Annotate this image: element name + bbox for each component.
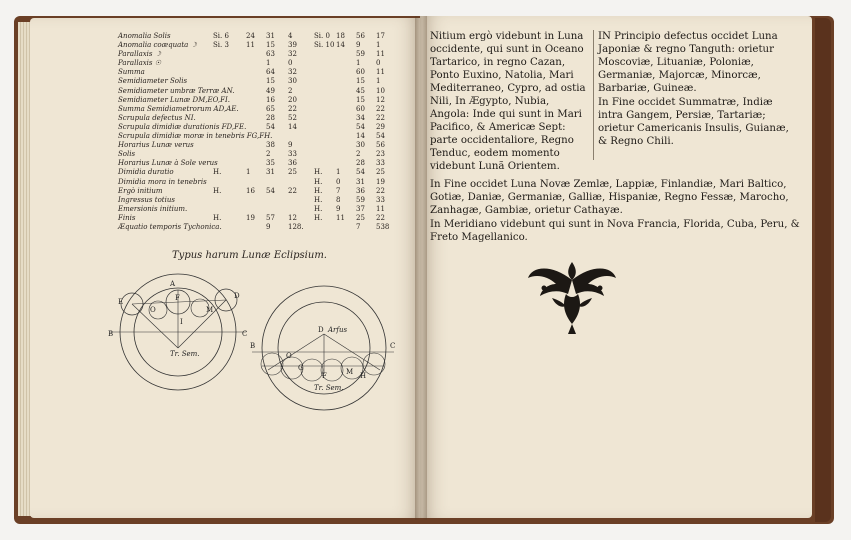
table-cell-d: 9 bbox=[336, 204, 341, 213]
table-row bbox=[118, 150, 388, 159]
table-cell-e: 2 bbox=[356, 150, 361, 159]
table-cell-label: Semidiameter umbræ Terræ AN. bbox=[118, 86, 235, 95]
table-cell-s2: Si. 0 bbox=[314, 32, 330, 40]
table-cell-d: 1 bbox=[336, 168, 341, 177]
table-cell-e: 14 bbox=[356, 132, 365, 141]
table-cell-e: 28 bbox=[356, 159, 365, 168]
diagram1-label-E: E bbox=[118, 298, 124, 306]
table-cell-e: 34 bbox=[356, 113, 365, 122]
table-cell-a: 1 bbox=[246, 168, 251, 177]
table-row bbox=[118, 214, 388, 223]
table-cell-c: 9 bbox=[288, 141, 293, 150]
table-cell-a: 16 bbox=[246, 186, 255, 195]
table-cell-label: Scrupula dimidiæ durationis FD,FE. bbox=[118, 122, 247, 131]
column-rule bbox=[593, 30, 594, 160]
diagram1-label-C: C bbox=[242, 330, 248, 338]
table-cell-label: Horarius Lunæ à Sole verus bbox=[118, 159, 218, 168]
table-cell-f: 19 bbox=[376, 177, 385, 186]
table-cell-f: 23 bbox=[376, 150, 385, 159]
table-cell-e: 36 bbox=[356, 186, 365, 195]
table-cell-f: 12 bbox=[376, 95, 385, 104]
table-cell-c: 36 bbox=[288, 159, 297, 168]
table-cell-s2: H. bbox=[314, 195, 323, 204]
table-cell-f: 538 bbox=[376, 222, 390, 231]
table-cell-b: 1 bbox=[266, 59, 271, 68]
table-cell-b: 49 bbox=[266, 86, 275, 95]
table-row bbox=[118, 132, 388, 141]
table-row bbox=[118, 77, 388, 86]
diagram2-center-label: Tr. Sem. bbox=[314, 384, 344, 392]
paragraph-initium: Nitium ergò videbunt in Luna occidente, qui sunt in Oceano Tartarico, in regno Cazan, Ponto Euxino, Natolia, Mari Mediterraneo, Cypro, ad ostia Nili, In Ægypto, Nubia, Angola: Inde qui sunt in Mari Pacifico, & Americæ Sept: parte occidentaliore, Regno Tenduc, eodem momento videbunt Lunã Orientem. bbox=[430, 31, 586, 172]
table-row bbox=[118, 196, 388, 205]
table-cell-e: 7 bbox=[356, 222, 361, 231]
table-cell-c: 52 bbox=[288, 113, 297, 122]
table-cell-f: 33 bbox=[376, 195, 385, 204]
table-cell-f: 11 bbox=[376, 68, 385, 77]
table-cell-b: 63 bbox=[266, 50, 275, 59]
table-cell-d: 11 bbox=[336, 213, 345, 222]
table-cell-f: 25 bbox=[376, 168, 385, 177]
table-cell-b: 28 bbox=[266, 113, 275, 122]
table-cell-e: 54 bbox=[356, 122, 365, 131]
table-cell-e: 30 bbox=[356, 141, 365, 150]
table-cell-label: Æquatio temporis Tychonica. bbox=[118, 222, 222, 231]
table-cell-f: 11 bbox=[376, 204, 385, 213]
table-cell-d: 0 bbox=[336, 177, 341, 186]
table-cell-f: 22 bbox=[376, 104, 385, 113]
table-row bbox=[118, 178, 388, 187]
table-cell-label: Scrupula dimidiæ moræ in tenebris FG,FH. bbox=[118, 132, 273, 141]
table-cell-b: 9 bbox=[266, 222, 271, 231]
table-cell-e: 60 bbox=[356, 104, 365, 113]
table-cell-b: 31 bbox=[266, 168, 275, 177]
table-cell-c: 30 bbox=[288, 77, 297, 86]
diagram2-label-D: D bbox=[318, 326, 324, 334]
table-row bbox=[118, 205, 388, 214]
paragraph-fine-2: In Fine occidet Luna Novæ Zemlæ, Lappiæ, Finlandiæ, Mari Baltico, Gotiæ, Daniæ, Germaniæ, Galliæ, Hispaniæ, Regno Fessæ, Marocho, Zanhagæ, Gambiæ, orietur Cathayæ. bbox=[430, 179, 789, 216]
diagram2-label-arfus: Arfus bbox=[328, 326, 348, 334]
diagram2-label-G: G bbox=[298, 364, 304, 372]
diagram1-label-D: D bbox=[234, 292, 240, 300]
table-row bbox=[118, 32, 388, 41]
table-cell-b: 35 bbox=[266, 159, 275, 168]
table-cell-e: 1 bbox=[356, 59, 361, 68]
table-cell-b: 38 bbox=[266, 141, 275, 150]
text-column-left bbox=[430, 30, 590, 174]
table-cell-d: 14 bbox=[336, 41, 345, 50]
table-cell-s2: H. bbox=[314, 177, 323, 186]
diagram2-label-O: O bbox=[286, 352, 292, 360]
book-gutter bbox=[415, 16, 427, 520]
diagram1-label-I: I bbox=[180, 318, 183, 326]
table-cell-label: Finis bbox=[118, 213, 136, 222]
table-cell-label: Parallaxis ☉ bbox=[118, 59, 162, 68]
table-cell-d: 18 bbox=[336, 32, 345, 40]
table-cell-b: 31 bbox=[266, 32, 275, 40]
table-row bbox=[118, 41, 388, 50]
table-cell-f: 17 bbox=[376, 32, 385, 40]
table-cell-c: 2 bbox=[288, 86, 293, 95]
table-row bbox=[118, 105, 388, 114]
table-cell-c: 0 bbox=[288, 59, 293, 68]
diagram1-label-F: F bbox=[175, 294, 180, 302]
paragraph-fine-1: In Fine occidet Summatræ, Indiæ intra Gangem, Persiæ, Tartariæ; orietur Camericanis Insulis, Guianæ, & Regno Chili. bbox=[598, 97, 789, 147]
table-cell-c: 22 bbox=[288, 104, 297, 113]
table-cell-c: 12 bbox=[288, 213, 297, 222]
book-cover-edge bbox=[815, 18, 831, 522]
diagram2-label-B: B bbox=[250, 342, 256, 350]
table-cell-b: 15 bbox=[266, 77, 275, 86]
table-cell-label: Summa Semidiametrorum AD,AE. bbox=[118, 104, 239, 113]
paragraph-principio: IN Principio defectus occidet Luna Japoniæ & regno Tanguth: orietur Moscoviæ, Lituaniæ, Poloniæ, Germaniæ, Majorcæ, Minorcæ, Barbariæ, Guineæ. bbox=[598, 31, 778, 94]
table-cell-f: 33 bbox=[376, 159, 385, 168]
table-cell-e: 60 bbox=[356, 68, 365, 77]
table-cell-b: 54 bbox=[266, 122, 275, 131]
table-row bbox=[118, 141, 388, 150]
table-row bbox=[118, 168, 388, 177]
table-cell-f: 56 bbox=[376, 141, 385, 150]
table-cell-f: 1 bbox=[376, 77, 381, 86]
eclipse-diagram-2 bbox=[248, 282, 398, 412]
paragraph-meridiano: In Meridiano videbunt qui sunt in Nova Francia, Florida, Cuba, Peru, & Freto Magellanico. bbox=[430, 219, 800, 243]
table-cell-e: 59 bbox=[356, 195, 365, 204]
table-cell-d: 7 bbox=[336, 186, 341, 195]
eclipse-diagram-1 bbox=[108, 272, 250, 392]
table-cell-label: Anomalia Solis bbox=[118, 32, 171, 40]
table-cell-label: Solis bbox=[118, 150, 136, 159]
table-cell-c: 39 bbox=[288, 41, 297, 50]
table-row bbox=[118, 114, 388, 123]
table-cell-f: 11 bbox=[376, 50, 385, 59]
table-cell-c: 25 bbox=[288, 168, 297, 177]
table-cell-f: 10 bbox=[376, 86, 385, 95]
diagram1-label-B: B bbox=[108, 330, 114, 338]
table-cell-label: Semidiameter Solis bbox=[118, 77, 188, 86]
table-cell-label: Ergò initium bbox=[118, 186, 163, 195]
table-cell-c: 128. bbox=[288, 222, 304, 231]
table-cell-s2: H. bbox=[314, 168, 323, 177]
table-cell-e: 45 bbox=[356, 86, 365, 95]
table-cell-s1: Si. 3 bbox=[213, 41, 229, 50]
table-cell-label: Parallaxis ☽ bbox=[118, 50, 162, 59]
table-cell-s1: H. bbox=[213, 186, 222, 195]
diagram1-label-O: O bbox=[150, 306, 156, 314]
table-cell-s2: H. bbox=[314, 204, 323, 213]
diagram1-center-label: Tr. Sem. bbox=[170, 350, 200, 358]
table-cell-f: 29 bbox=[376, 122, 385, 131]
table-cell-e: 54 bbox=[356, 168, 365, 177]
table-cell-a: 24 bbox=[246, 32, 255, 40]
table-cell-label: Horarius Lunæ verus bbox=[118, 141, 194, 150]
table-cell-e: 15 bbox=[356, 95, 365, 104]
table-cell-f: 54 bbox=[376, 132, 385, 141]
table-cell-c: 4 bbox=[288, 32, 293, 40]
table-cell-e: 25 bbox=[356, 213, 365, 222]
table-cell-c: 33 bbox=[288, 150, 297, 159]
table-row bbox=[118, 68, 388, 77]
table-cell-b: 57 bbox=[266, 213, 275, 222]
table-cell-s1: H. bbox=[213, 213, 222, 222]
table-cell-e: 31 bbox=[356, 177, 365, 186]
table-cell-b: 16 bbox=[266, 95, 275, 104]
table-row bbox=[118, 50, 388, 59]
table-cell-label: Scrupula defectus NI. bbox=[118, 113, 196, 122]
diagram2-label-M: M bbox=[346, 368, 354, 376]
table-cell-e: 59 bbox=[356, 50, 365, 59]
table-cell-b: 65 bbox=[266, 104, 275, 113]
table-row bbox=[118, 87, 388, 96]
table-cell-label: Dimidia duratio bbox=[118, 168, 174, 177]
table-row bbox=[118, 96, 388, 105]
eclipse-table bbox=[118, 32, 388, 232]
diagram2-label-C: C bbox=[390, 342, 396, 350]
diagram1-label-A: A bbox=[170, 280, 176, 288]
table-cell-label: Ingressus totius bbox=[118, 195, 175, 204]
table-cell-a: 11 bbox=[246, 41, 255, 50]
table-cell-label: Summa bbox=[118, 68, 145, 77]
table-cell-c: 32 bbox=[288, 50, 297, 59]
table-cell-label: Emersionis initium. bbox=[118, 204, 188, 213]
table-row bbox=[118, 123, 388, 132]
table-cell-b: 64 bbox=[266, 68, 275, 77]
table-cell-f: 0 bbox=[376, 59, 381, 68]
table-cell-s1: H. bbox=[213, 168, 222, 177]
text-column-right bbox=[598, 30, 798, 149]
table-cell-c: 32 bbox=[288, 68, 297, 77]
table-cell-c: 14 bbox=[288, 122, 297, 131]
table-row bbox=[118, 59, 388, 68]
diagram-caption: Typus harum Lunæ Eclipsium. bbox=[172, 250, 327, 261]
table-row bbox=[118, 159, 388, 168]
table-cell-s2: H. bbox=[314, 213, 323, 222]
table-cell-e: 9 bbox=[356, 41, 361, 50]
table-cell-f: 22 bbox=[376, 113, 385, 122]
table-cell-f: 22 bbox=[376, 213, 385, 222]
table-cell-a: 19 bbox=[246, 213, 255, 222]
table-cell-label: Semidiameter Lunæ DM,EO,FI. bbox=[118, 95, 230, 104]
table-cell-s2: Si. 10 bbox=[314, 41, 335, 50]
table-cell-label: Dimidia mora in tenebris bbox=[118, 177, 207, 186]
table-cell-d: 8 bbox=[336, 195, 341, 204]
table-row bbox=[118, 187, 388, 196]
printers-ornament-icon bbox=[522, 254, 622, 336]
table-cell-e: 15 bbox=[356, 77, 365, 86]
table-cell-f: 1 bbox=[376, 41, 381, 50]
text-full-width bbox=[430, 178, 800, 245]
diagram1-label-M: M bbox=[206, 306, 214, 314]
table-cell-s1: Si. 6 bbox=[213, 32, 229, 40]
table-cell-b: 2 bbox=[266, 150, 271, 159]
table-cell-e: 56 bbox=[356, 32, 365, 40]
table-row bbox=[118, 223, 388, 232]
diagram2-label-F: F bbox=[322, 372, 327, 380]
table-cell-c: 22 bbox=[288, 186, 297, 195]
table-cell-b: 54 bbox=[266, 186, 275, 195]
table-cell-b: 15 bbox=[266, 41, 275, 50]
diagram2-label-H: H bbox=[360, 372, 367, 380]
table-cell-f: 22 bbox=[376, 186, 385, 195]
table-cell-c: 20 bbox=[288, 95, 297, 104]
table-cell-e: 37 bbox=[356, 204, 365, 213]
table-cell-s2: H. bbox=[314, 186, 323, 195]
table-cell-label: Anomalia coæquata ☽ bbox=[118, 41, 197, 50]
